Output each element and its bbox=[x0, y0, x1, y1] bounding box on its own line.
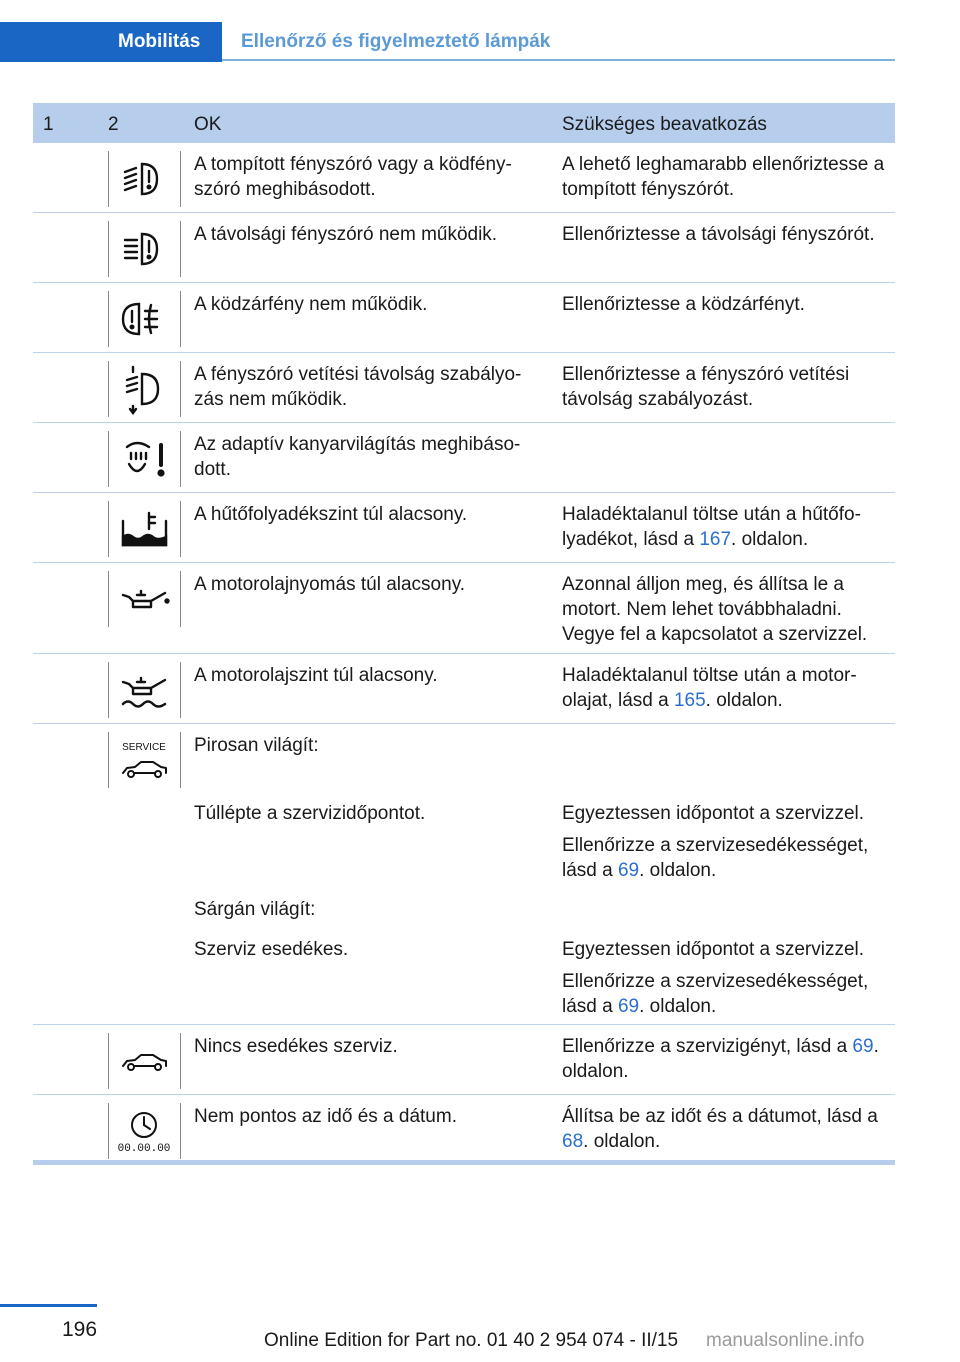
chapter-title: Ellenőrző és figyelmeztető lámpák bbox=[241, 31, 551, 52]
page-header bbox=[0, 0, 895, 62]
adaptive-headlight-warning-icon bbox=[108, 431, 181, 487]
table-row-service bbox=[33, 724, 895, 1025]
table-row bbox=[33, 654, 895, 724]
table-row bbox=[33, 353, 895, 423]
table-row bbox=[33, 143, 895, 213]
car-icon bbox=[108, 1033, 181, 1089]
red-label: Pirosan világít: bbox=[194, 735, 319, 756]
table-row bbox=[33, 1095, 895, 1164]
edition-text: Online Edition for Part no. 01 40 2 954 074 - II/15 bbox=[264, 1330, 679, 1351]
service-car-icon bbox=[108, 732, 181, 788]
red-ok-text: Túllépte a szervizidőpontot. bbox=[194, 803, 426, 824]
oil-level-icon bbox=[108, 662, 181, 718]
row-ok-text: A tompított fényszóró vagy a ködfény-szóró meghibásodott. bbox=[194, 154, 512, 200]
warning-lights-table bbox=[33, 103, 895, 1164]
row-action-text: Haladéktalanul töltse után a motor-olajat, lásd a 165. oldalon. bbox=[562, 665, 857, 711]
page-link[interactable]: 167 bbox=[699, 529, 732, 550]
row-action-text: Ellenőrizze a szervizigényt, lásd a 69. oldalon. bbox=[562, 1036, 879, 1082]
watermark: manualsonline.info bbox=[706, 1330, 865, 1351]
column-header-1: 1 bbox=[43, 114, 54, 135]
section-title: Mobilitás bbox=[118, 31, 201, 52]
yellow-label: Sárgán világít: bbox=[194, 899, 316, 920]
row-action-text: Ellenőriztesse a távolsági fényszórót. bbox=[562, 224, 875, 245]
row-ok-text: Az adaptív kanyarvilágítás meghibáso-dott. bbox=[194, 434, 521, 480]
row-action-text: Ellenőriztesse a ködzárfényt. bbox=[562, 294, 805, 315]
high-beam-warning-icon bbox=[108, 221, 181, 277]
row-ok-text: A motorolajszint túl alacsony. bbox=[194, 665, 438, 686]
row-ok-text: A fényszóró vetítési távolság szabályo-zás nem működik. bbox=[194, 364, 522, 410]
column-header-ok: OK bbox=[194, 114, 222, 135]
oil-pressure-icon bbox=[108, 571, 181, 627]
row-ok-text: Nem pontos az idő és a dátum. bbox=[194, 1106, 457, 1127]
row-action-text: Állítsa be az időt és a dátumot, lásd a 68. oldalon. bbox=[562, 1106, 878, 1152]
page-number: 196 bbox=[62, 1318, 98, 1341]
table-row bbox=[33, 1025, 895, 1095]
table-bottom-rule bbox=[33, 1160, 895, 1165]
row-ok-text: A ködzárfény nem működik. bbox=[194, 294, 428, 315]
page-link[interactable]: 69 bbox=[852, 1036, 874, 1057]
row-action-text: Ellenőriztesse a fényszóró vetítési távolság szabályozást. bbox=[562, 364, 850, 410]
column-header-action: Szükséges beavatkozás bbox=[562, 114, 767, 135]
service-icon-text: SERVICE bbox=[122, 742, 166, 753]
clock-icon bbox=[108, 1103, 181, 1159]
table-row bbox=[33, 493, 895, 563]
table-row bbox=[33, 563, 895, 654]
page-link[interactable]: 165 bbox=[673, 690, 706, 711]
red-action-2: Ellenőrizze a szervizesedékességet, lásd a 69. oldalon. bbox=[562, 835, 869, 881]
page-link[interactable]: 69 bbox=[617, 860, 640, 881]
yellow-action-2: Ellenőrizze a szervizesedékességet, lásd a 69. oldalon. bbox=[562, 971, 869, 1017]
low-beam-fog-light-warning-icon bbox=[108, 151, 181, 207]
row-action-text: A lehető leghamarabb ellenőriztesse a tompított fényszórót. bbox=[562, 154, 885, 200]
table-header bbox=[33, 103, 895, 143]
row-ok-text: A hűtőfolyadékszint túl alacsony. bbox=[194, 504, 468, 525]
clock-icon-text: 00.00.00 bbox=[117, 1143, 171, 1155]
table-row bbox=[33, 213, 895, 283]
table-row bbox=[33, 423, 895, 493]
coolant-level-icon bbox=[108, 501, 181, 557]
page-link[interactable]: 68 bbox=[562, 1131, 584, 1152]
rear-fog-light-warning-icon bbox=[108, 291, 181, 347]
column-header-2: 2 bbox=[108, 114, 119, 135]
row-action-text: Azonnal álljon meg, és állítsa le a motort. Nem lehet továbbhaladni. Vegye fel a kapcsolatot a szervizzel. bbox=[562, 574, 868, 645]
headlight-range-control-icon bbox=[108, 361, 181, 417]
header-divider bbox=[222, 59, 895, 61]
red-action-1: Egyeztessen időpontot a szervizzel. bbox=[562, 803, 865, 824]
yellow-ok-text: Szerviz esedékes. bbox=[194, 939, 349, 960]
row-ok-text: A motorolajnyomás túl alacsony. bbox=[194, 574, 466, 595]
row-ok-text: A távolsági fényszóró nem működik. bbox=[194, 224, 498, 245]
page-link[interactable]: 69 bbox=[617, 996, 640, 1017]
row-ok-text: Nincs esedékes szerviz. bbox=[194, 1036, 398, 1057]
footer-accent-line bbox=[0, 1304, 97, 1307]
yellow-action-1: Egyeztessen időpontot a szervizzel. bbox=[562, 939, 865, 960]
table-row bbox=[33, 283, 895, 353]
row-action-text: Haladéktalanul töltse után a hűtőfo-lyadékot, lásd a 167. oldalon. bbox=[562, 504, 861, 550]
